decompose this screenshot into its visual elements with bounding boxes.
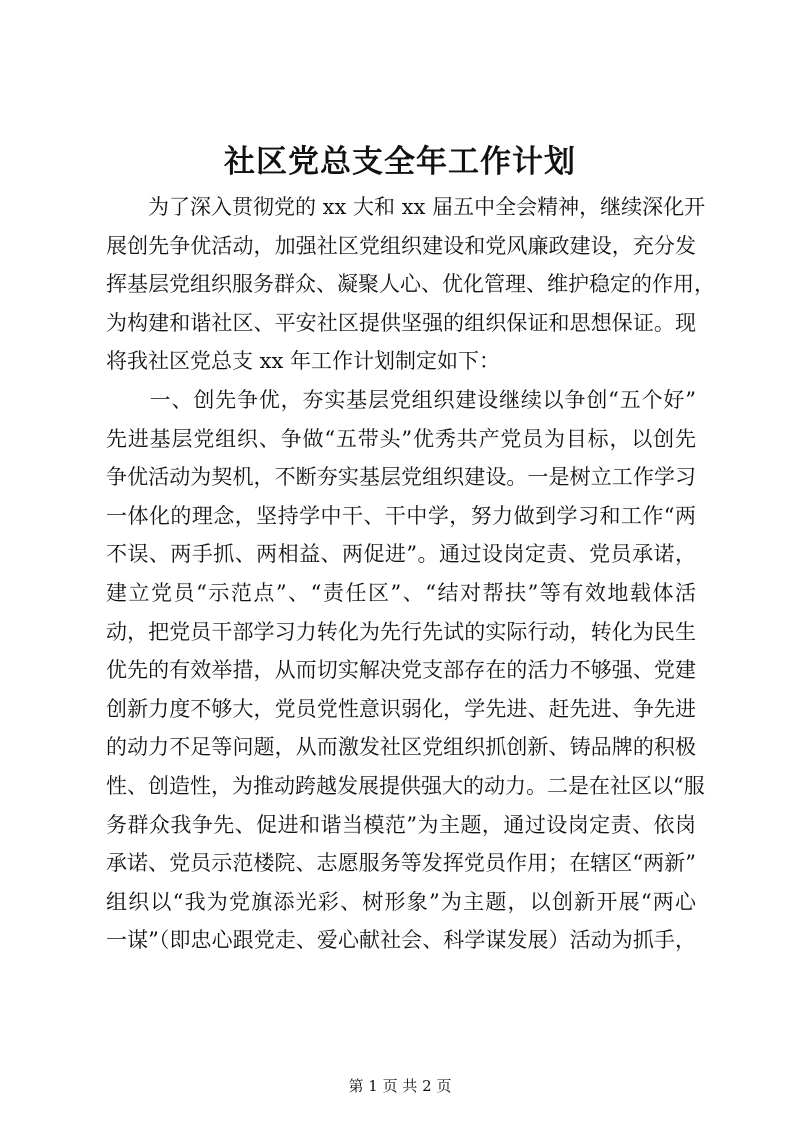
text-line: 为构建和谐社区、平安社区提供坚强的组织保证和思想保证。现: [106, 310, 696, 335]
text-line: 为了深入贯彻党的 xx 大和 xx 届五中全会精神，继续深化开: [106, 195, 706, 219]
paragraph-1: [106, 188, 715, 381]
text-line: 承诺、党员示范楼院、志愿服务等发挥党员作用；在辖区“两新”: [106, 851, 696, 876]
text-line: 创新力度不够大，党员党性意识弱化，学先进、赶先进、争先进: [106, 696, 696, 721]
text-line: 性、创造性，为推动跨越发展提供强大的动力。二是在社区以“服: [106, 773, 705, 798]
text-line: 不误、两手抓、两相益、两促进”。通过设岗定责、党员承诺，: [106, 542, 696, 567]
text-line: 争优活动为契机，不断夯实基层党组织建设。一是树立工作学习: [106, 465, 696, 490]
document-title: 社区党总支全年工作计划: [224, 144, 576, 180]
text-line: 一、创先争优，夯实基层党组织建设继续以争创“五个好”: [106, 387, 696, 412]
page-footer: 第 1 页 共 2 页: [348, 1077, 452, 1095]
text-line: 优先的有效举措，从而切实解决党支部存在的活力不够强、党建: [106, 658, 696, 683]
text-line: 一体化的理念，坚持学中干、干中学，努力做到学习和工作“两: [106, 503, 696, 528]
text-line: 展创先争优活动，加强社区党组织建设和党风廉政建设，充分发: [106, 233, 696, 258]
text-line: 组织以“我为党旗添光彩、树形象”为主题，以创新开展“两心: [106, 889, 696, 914]
text-line: 一谋”（即忠心跟党走、爱心献社会、科学谋发展）活动为抓手，: [106, 928, 696, 953]
text-line: 动，把党员干部学习力转化为先行先试的实际行动，转化为民生: [106, 619, 696, 644]
text-line: 建立党员“示范点”、“责任区”、“结对帮扶”等有效地载体活: [106, 580, 696, 605]
paragraph-2: [106, 381, 705, 960]
text-line: 将我社区党总支 xx 年工作计划制定如下：: [106, 349, 501, 374]
text-line: 务群众我争先、促进和谐当模范”为主题，通过设岗定责、依岗: [106, 812, 696, 837]
text-line: 挥基层党组织服务群众、凝聚人心、优化管理、维护稳定的作用，: [106, 272, 715, 297]
document-body: [106, 188, 715, 960]
text-line: 的动力不足等问题，从而激发社区党组织抓创新、铸品牌的积极: [106, 735, 696, 760]
text-line: 先进基层党组织、争做“五带头”优秀共产党员为目标，以创先: [106, 426, 696, 451]
